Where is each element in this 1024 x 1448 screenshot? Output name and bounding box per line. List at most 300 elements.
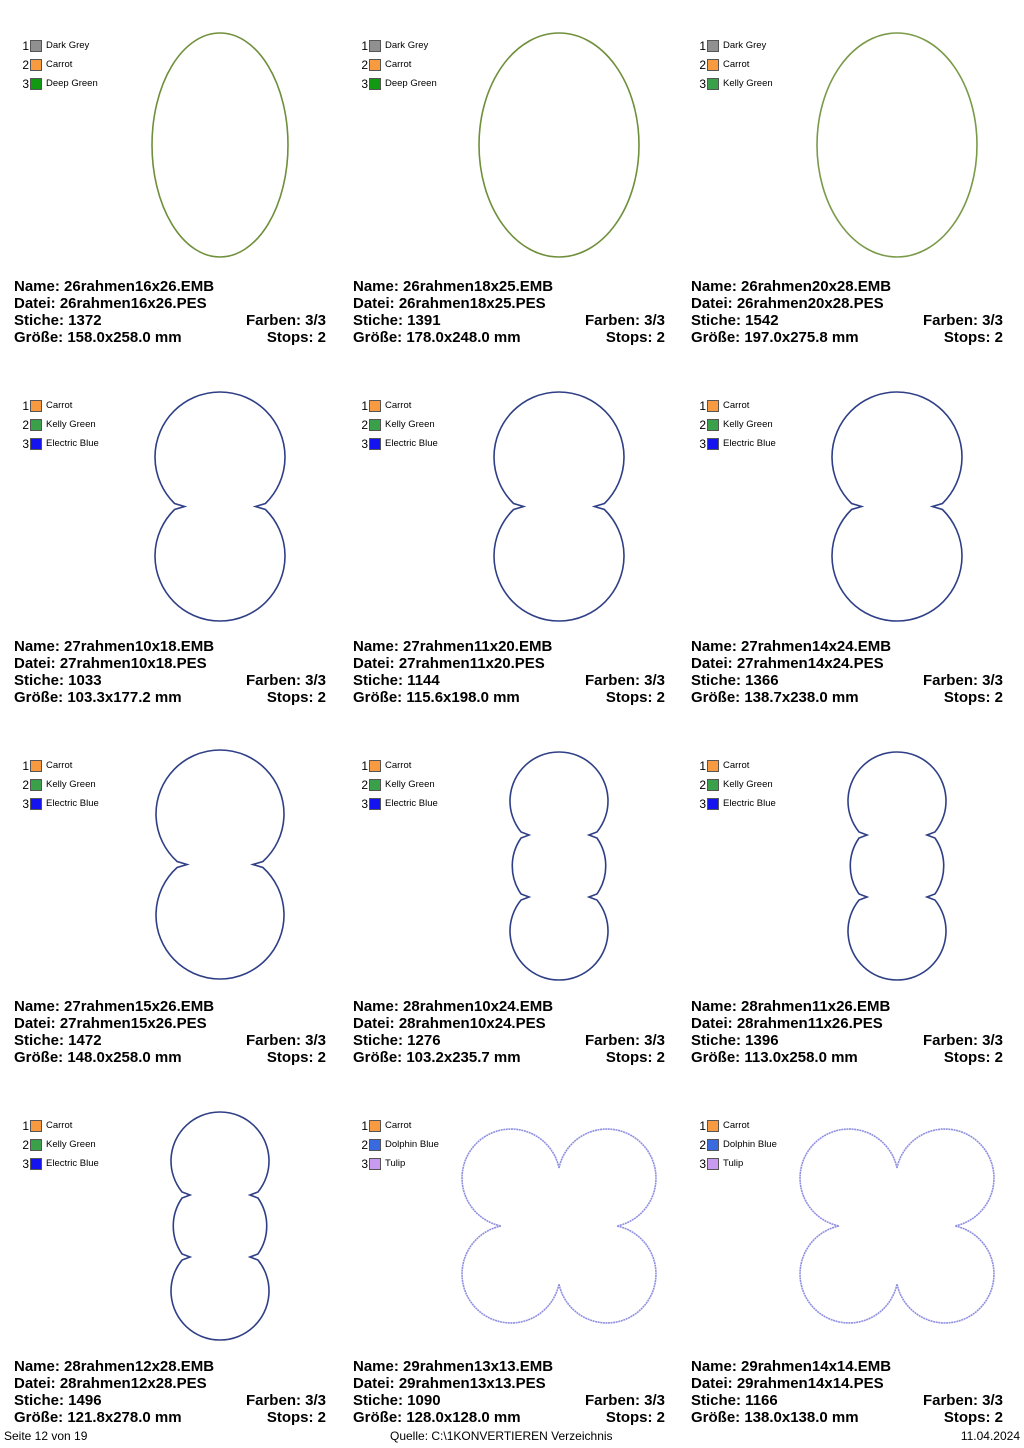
stop-count: Stops: 2 (605, 689, 665, 706)
thread-color-name: Electric Blue (385, 798, 438, 809)
design-name: Name: 27rahmen11x20.EMB (353, 638, 553, 655)
thread-color-swatch (707, 779, 719, 791)
design-file: Datei: 27rahmen10x18.PES (14, 655, 207, 672)
thread-color-swatch (707, 59, 719, 71)
info-file-row (353, 655, 665, 672)
color-legend-row (359, 74, 437, 93)
thread-color-name: Dark Grey (723, 40, 767, 51)
design-size: Größe: 148.0x258.0 mm (14, 1049, 182, 1066)
thread-color-name: Kelly Green (46, 779, 96, 790)
design-size: Größe: 113.0x258.0 mm (691, 1049, 858, 1066)
color-count: Farben: 3/3 (584, 672, 665, 689)
stop-count: Stops: 2 (943, 1409, 1003, 1426)
stitch-count: Stiche: 1542 (691, 312, 779, 329)
color-count: Farben: 3/3 (245, 672, 326, 689)
color-legend-row (359, 1116, 439, 1135)
color-legend (697, 396, 776, 453)
design-info (14, 278, 326, 346)
thread-color-name: Dolphin Blue (723, 1139, 777, 1150)
color-index: 1 (699, 398, 706, 413)
stitch-count: Stiche: 1033 (14, 672, 102, 689)
color-legend-row (20, 1116, 99, 1135)
color-count: Farben: 3/3 (584, 1032, 665, 1049)
design-file: Datei: 26rahmen18x25.PES (353, 295, 546, 312)
stitch-count: Stiche: 1166 (691, 1392, 778, 1409)
color-legend (697, 36, 773, 93)
stop-count: Stops: 2 (605, 1409, 665, 1426)
color-legend-row (697, 396, 776, 415)
thread-color-name: Electric Blue (385, 438, 438, 449)
info-stitch-row (691, 312, 1003, 329)
color-legend-row (697, 434, 776, 453)
design-file: Datei: 29rahmen13x13.PES (353, 1375, 546, 1392)
color-legend-row (20, 434, 99, 453)
thread-color-swatch (369, 760, 381, 772)
thread-color-swatch (30, 798, 42, 810)
color-legend-row (697, 74, 773, 93)
color-index: 1 (699, 1118, 706, 1133)
thread-color-name: Kelly Green (723, 78, 773, 89)
info-name-row (691, 998, 1003, 1015)
thread-color-name: Carrot (46, 1120, 73, 1131)
stop-count: Stops: 2 (943, 689, 1003, 706)
info-size-row (691, 329, 1003, 346)
thread-color-swatch (707, 760, 719, 772)
design-card (691, 728, 1024, 1088)
info-file-row (353, 1375, 665, 1392)
info-name-row (14, 1358, 326, 1375)
color-legend-row (20, 74, 98, 93)
design-name: Name: 27rahmen15x26.EMB (14, 998, 215, 1015)
color-count: Farben: 3/3 (584, 1392, 665, 1409)
color-legend-row (359, 1154, 439, 1173)
thread-color-swatch (30, 400, 42, 412)
thread-color-name: Carrot (385, 760, 412, 771)
design-card (691, 1088, 1024, 1448)
info-name-row (691, 1358, 1003, 1375)
design-file: Datei: 28rahmen12x28.PES (14, 1375, 207, 1392)
thread-color-swatch (369, 1158, 381, 1170)
thread-color-swatch (30, 78, 42, 90)
info-stitch-row (691, 672, 1003, 689)
thread-color-swatch (369, 779, 381, 791)
design-size: Größe: 103.2x235.7 mm (353, 1049, 521, 1066)
stop-count: Stops: 2 (266, 689, 326, 706)
thread-color-swatch (707, 1139, 719, 1151)
info-file-row (691, 295, 1003, 312)
design-size: Größe: 121.8x278.0 mm (14, 1409, 182, 1426)
info-size-row (691, 1409, 1003, 1426)
source-path: Quelle: C:\1KONVERTIEREN Verzeichnis (390, 1429, 613, 1443)
thread-color-swatch (30, 40, 42, 52)
color-legend-row (20, 1154, 99, 1173)
thread-color-name: Kelly Green (46, 419, 96, 430)
thread-color-swatch (707, 798, 719, 810)
thread-color-name: Carrot (723, 400, 750, 411)
thread-color-name: Carrot (46, 59, 73, 70)
info-size-row (14, 689, 326, 706)
color-legend (359, 756, 438, 813)
thread-color-name: Electric Blue (723, 438, 776, 449)
thread-color-swatch (30, 59, 42, 71)
design-file: Datei: 26rahmen16x26.PES (14, 295, 207, 312)
design-file: Datei: 27rahmen11x20.PES (353, 655, 545, 672)
color-legend-row (697, 1116, 777, 1135)
thread-color-swatch (369, 59, 381, 71)
stop-count: Stops: 2 (266, 1049, 326, 1066)
print-date: 11.04.2024 (960, 1429, 1020, 1443)
stitch-count: Stiche: 1090 (353, 1392, 441, 1409)
thread-color-swatch (369, 400, 381, 412)
thread-color-swatch (707, 1120, 719, 1132)
color-index: 1 (699, 38, 706, 53)
info-size-row (14, 1049, 326, 1066)
thread-color-swatch (707, 438, 719, 450)
color-legend-row (697, 794, 776, 813)
design-size: Größe: 178.0x248.0 mm (353, 329, 521, 346)
color-legend-row (359, 794, 438, 813)
color-legend-row (359, 415, 438, 434)
color-legend-row (359, 756, 438, 775)
design-size: Größe: 158.0x258.0 mm (14, 329, 182, 346)
design-info (353, 278, 665, 346)
thread-color-name: Kelly Green (723, 419, 773, 430)
thread-color-name: Kelly Green (723, 779, 773, 790)
info-stitch-row (353, 1032, 665, 1049)
info-name-row (353, 278, 665, 295)
thread-color-name: Dark Grey (385, 40, 429, 51)
info-name-row (691, 638, 1003, 655)
thread-color-name: Carrot (723, 1120, 750, 1131)
color-legend (359, 396, 438, 453)
color-index: 3 (361, 76, 368, 91)
thread-color-swatch (707, 400, 719, 412)
info-stitch-row (14, 312, 326, 329)
design-info (691, 998, 1003, 1066)
thread-color-name: Carrot (46, 400, 73, 411)
thread-color-name: Electric Blue (46, 1158, 99, 1169)
design-name: Name: 28rahmen10x24.EMB (353, 998, 554, 1015)
design-file: Datei: 28rahmen10x24.PES (353, 1015, 546, 1032)
info-file-row (353, 1015, 665, 1032)
thread-color-name: Carrot (46, 760, 73, 771)
thread-color-name: Kelly Green (385, 419, 435, 430)
design-card (14, 8, 352, 368)
thread-color-swatch (707, 1158, 719, 1170)
color-legend (20, 1116, 99, 1173)
thread-color-name: Kelly Green (46, 1139, 96, 1150)
color-index: 3 (22, 796, 29, 811)
color-count: Farben: 3/3 (922, 1032, 1003, 1049)
info-stitch-row (14, 1392, 326, 1409)
color-legend-row (20, 756, 99, 775)
color-legend (359, 36, 437, 93)
color-index: 1 (361, 1118, 368, 1133)
stitch-count: Stiche: 1144 (353, 672, 440, 689)
design-name: Name: 29rahmen14x14.EMB (691, 1358, 892, 1375)
design-size: Größe: 128.0x128.0 mm (353, 1409, 521, 1426)
info-size-row (353, 329, 665, 346)
thread-color-name: Electric Blue (723, 798, 776, 809)
info-name-row (14, 278, 326, 295)
color-legend-row (359, 396, 438, 415)
design-info (353, 998, 665, 1066)
color-index: 2 (361, 777, 368, 792)
color-legend-row (20, 396, 99, 415)
info-file-row (14, 1375, 326, 1392)
stitch-count: Stiche: 1496 (14, 1392, 102, 1409)
design-size: Größe: 115.6x198.0 mm (353, 689, 520, 706)
thread-color-name: Deep Green (46, 78, 98, 89)
color-legend (20, 756, 99, 813)
color-legend-row (697, 415, 776, 434)
color-index: 3 (361, 1156, 368, 1171)
color-index: 3 (22, 436, 29, 451)
design-size: Größe: 138.0x138.0 mm (691, 1409, 859, 1426)
thread-color-name: Deep Green (385, 78, 437, 89)
info-stitch-row (691, 1032, 1003, 1049)
color-index: 1 (361, 398, 368, 413)
info-file-row (14, 1015, 326, 1032)
info-size-row (353, 1049, 665, 1066)
color-count: Farben: 3/3 (584, 312, 665, 329)
thread-color-name: Tulip (385, 1158, 406, 1169)
info-size-row (14, 329, 326, 346)
color-index: 2 (361, 1137, 368, 1152)
design-card (14, 1088, 352, 1448)
design-file: Datei: 27rahmen15x26.PES (14, 1015, 207, 1032)
color-index: 2 (361, 417, 368, 432)
thread-color-swatch (369, 419, 381, 431)
info-file-row (353, 295, 665, 312)
thread-color-swatch (369, 798, 381, 810)
thread-color-swatch (369, 1120, 381, 1132)
color-index: 3 (22, 1156, 29, 1171)
color-index: 3 (361, 436, 368, 451)
color-legend-row (359, 434, 438, 453)
color-legend-row (697, 55, 773, 74)
color-index: 1 (22, 1118, 29, 1133)
info-name-row (353, 1358, 665, 1375)
color-index: 1 (22, 398, 29, 413)
design-card (353, 368, 691, 728)
page-number: Seite 12 von 19 (4, 1429, 88, 1443)
thread-color-name: Carrot (385, 400, 412, 411)
info-size-row (353, 689, 665, 706)
design-name: Name: 28rahmen12x28.EMB (14, 1358, 215, 1375)
info-stitch-row (691, 1392, 1003, 1409)
color-count: Farben: 3/3 (922, 312, 1003, 329)
color-legend-row (20, 55, 98, 74)
color-legend (20, 36, 98, 93)
stop-count: Stops: 2 (605, 1049, 665, 1066)
color-count: Farben: 3/3 (922, 672, 1003, 689)
info-name-row (353, 638, 665, 655)
stop-count: Stops: 2 (943, 329, 1003, 346)
info-stitch-row (353, 672, 665, 689)
design-info (691, 1358, 1003, 1426)
thread-color-swatch (30, 1158, 42, 1170)
thread-color-name: Dark Grey (46, 40, 90, 51)
thread-color-name: Electric Blue (46, 798, 99, 809)
design-card (691, 8, 1024, 368)
thread-color-name: Carrot (385, 59, 412, 70)
info-size-row (691, 1049, 1003, 1066)
info-stitch-row (353, 312, 665, 329)
design-info (691, 278, 1003, 346)
color-index: 3 (361, 796, 368, 811)
design-name: Name: 27rahmen14x24.EMB (691, 638, 892, 655)
thread-color-swatch (707, 419, 719, 431)
info-file-row (691, 655, 1003, 672)
thread-color-swatch (30, 419, 42, 431)
design-name: Name: 26rahmen20x28.EMB (691, 278, 892, 295)
color-legend-row (359, 55, 437, 74)
color-count: Farben: 3/3 (245, 312, 326, 329)
info-size-row (14, 1409, 326, 1426)
color-legend-row (697, 775, 776, 794)
thread-color-name: Carrot (723, 59, 750, 70)
color-index: 3 (699, 1156, 706, 1171)
info-name-row (353, 998, 665, 1015)
design-size: Größe: 103.3x177.2 mm (14, 689, 182, 706)
design-name: Name: 28rahmen11x26.EMB (691, 998, 891, 1015)
info-stitch-row (14, 672, 326, 689)
info-name-row (691, 278, 1003, 295)
info-size-row (691, 689, 1003, 706)
color-count: Farben: 3/3 (245, 1392, 326, 1409)
color-legend (20, 396, 99, 453)
stitch-count: Stiche: 1366 (691, 672, 779, 689)
design-card (14, 368, 352, 728)
thread-color-swatch (369, 40, 381, 52)
info-name-row (14, 998, 326, 1015)
info-file-row (14, 295, 326, 312)
thread-color-swatch (30, 438, 42, 450)
color-legend (697, 756, 776, 813)
color-legend-row (359, 1135, 439, 1154)
color-index: 1 (22, 758, 29, 773)
color-index: 3 (699, 436, 706, 451)
color-legend-row (20, 415, 99, 434)
info-file-row (691, 1375, 1003, 1392)
design-card (353, 728, 691, 1088)
thread-color-swatch (707, 40, 719, 52)
color-index: 1 (22, 38, 29, 53)
color-count: Farben: 3/3 (245, 1032, 326, 1049)
color-legend-row (359, 36, 437, 55)
color-index: 3 (699, 76, 706, 91)
color-index: 2 (699, 417, 706, 432)
thread-color-name: Carrot (385, 1120, 412, 1131)
design-card (691, 368, 1024, 728)
design-info (14, 1358, 326, 1426)
stop-count: Stops: 2 (943, 1049, 1003, 1066)
color-index: 1 (361, 758, 368, 773)
thread-color-swatch (30, 760, 42, 772)
thread-color-swatch (707, 78, 719, 90)
design-size: Größe: 197.0x275.8 mm (691, 329, 859, 346)
thread-color-name: Carrot (723, 760, 750, 771)
thread-color-swatch (369, 438, 381, 450)
info-name-row (14, 638, 326, 655)
design-name: Name: 27rahmen10x18.EMB (14, 638, 215, 655)
color-index: 2 (22, 777, 29, 792)
design-info (691, 638, 1003, 706)
thread-color-name: Kelly Green (385, 779, 435, 790)
stop-count: Stops: 2 (266, 1409, 326, 1426)
color-index: 2 (22, 417, 29, 432)
color-legend-row (20, 775, 99, 794)
thread-color-swatch (30, 1139, 42, 1151)
design-card (353, 1088, 691, 1448)
info-file-row (691, 1015, 1003, 1032)
color-legend-row (20, 1135, 99, 1154)
stitch-count: Stiche: 1472 (14, 1032, 102, 1049)
design-card (14, 728, 352, 1088)
design-file: Datei: 29rahmen14x14.PES (691, 1375, 884, 1392)
design-file: Datei: 28rahmen11x26.PES (691, 1015, 883, 1032)
design-card (353, 8, 691, 368)
color-legend-row (20, 794, 99, 813)
info-size-row (353, 1409, 665, 1426)
thread-color-swatch (30, 1120, 42, 1132)
color-legend (359, 1116, 439, 1173)
design-name: Name: 29rahmen13x13.EMB (353, 1358, 554, 1375)
design-file: Datei: 27rahmen14x24.PES (691, 655, 884, 672)
stitch-count: Stiche: 1372 (14, 312, 102, 329)
thread-color-swatch (369, 1139, 381, 1151)
color-index: 2 (699, 1137, 706, 1152)
color-index: 1 (699, 758, 706, 773)
color-index: 1 (361, 38, 368, 53)
color-index: 3 (699, 796, 706, 811)
color-legend-row (20, 36, 98, 55)
color-index: 3 (22, 76, 29, 91)
stop-count: Stops: 2 (266, 329, 326, 346)
design-size: Größe: 138.7x238.0 mm (691, 689, 859, 706)
info-stitch-row (14, 1032, 326, 1049)
color-legend-row (697, 1154, 777, 1173)
info-stitch-row (353, 1392, 665, 1409)
thread-color-swatch (369, 78, 381, 90)
design-info (353, 638, 665, 706)
thread-color-name: Tulip (723, 1158, 744, 1169)
design-info (353, 1358, 665, 1426)
thread-color-name: Dolphin Blue (385, 1139, 439, 1150)
stop-count: Stops: 2 (605, 329, 665, 346)
color-index: 2 (361, 57, 368, 72)
color-legend-row (697, 756, 776, 775)
info-file-row (14, 655, 326, 672)
stitch-count: Stiche: 1276 (353, 1032, 441, 1049)
design-file: Datei: 26rahmen20x28.PES (691, 295, 884, 312)
color-legend-row (697, 36, 773, 55)
design-info (14, 638, 326, 706)
color-index: 2 (22, 57, 29, 72)
stitch-count: Stiche: 1391 (353, 312, 441, 329)
color-index: 2 (22, 1137, 29, 1152)
stitch-count: Stiche: 1396 (691, 1032, 779, 1049)
design-name: Name: 26rahmen16x26.EMB (14, 278, 215, 295)
color-count: Farben: 3/3 (922, 1392, 1003, 1409)
color-index: 2 (699, 57, 706, 72)
design-info (14, 998, 326, 1066)
color-index: 2 (699, 777, 706, 792)
color-legend (697, 1116, 777, 1173)
thread-color-swatch (30, 779, 42, 791)
design-name: Name: 26rahmen18x25.EMB (353, 278, 554, 295)
